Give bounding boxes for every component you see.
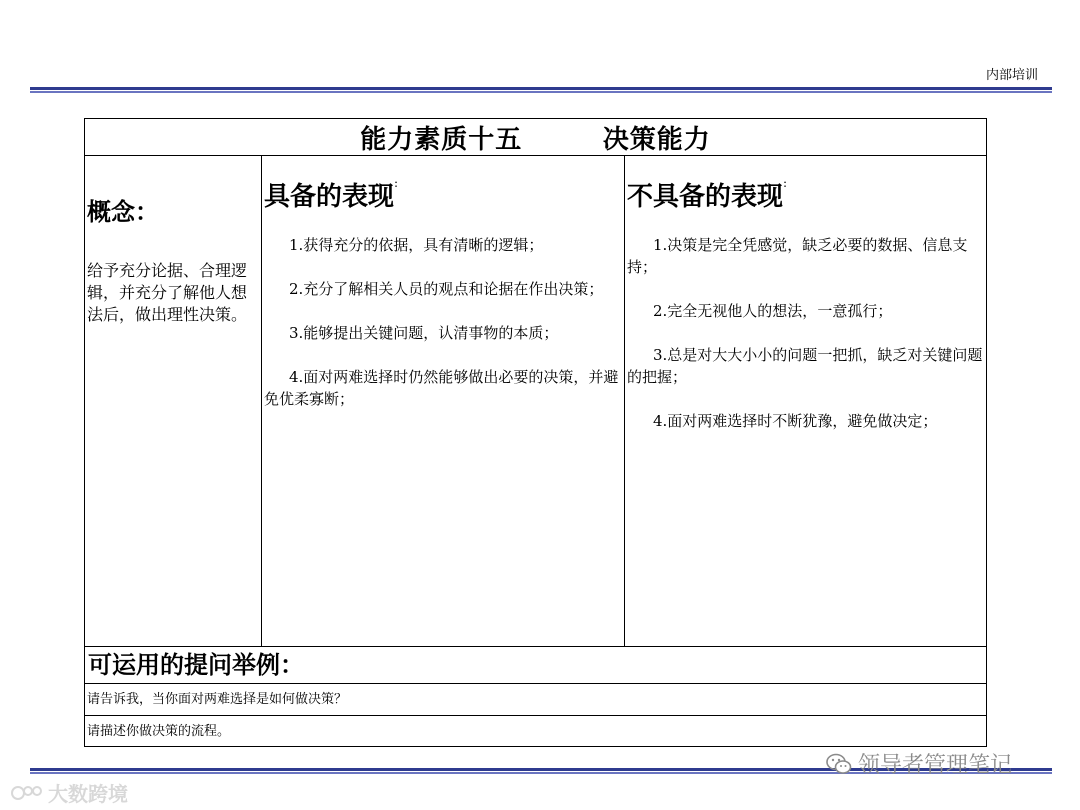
watermark-left-text: 大数跨境 (48, 782, 128, 806)
list-item: 3.能够提出关键问题，认清事物的本质； (289, 324, 559, 342)
wechat-icon (826, 753, 852, 775)
watermark-left (10, 778, 128, 807)
lacks-heading: 不具备的表现: (627, 176, 788, 212)
list-item: 4.面对两难选择时仍然能够做出必要的决策，并避免优柔寡断； (264, 368, 619, 408)
list-item: 2.充分了解相关人员的观点和论据在作出决策； (289, 280, 604, 298)
has-list (264, 234, 622, 432)
competency-card (84, 118, 987, 747)
concept-column (85, 156, 262, 646)
list-item: 4.面对两难选择时不断犹豫，避免做决定； (653, 412, 938, 430)
has-column (262, 156, 625, 646)
question-row: 请告诉我，当你面对两难选择是如何做决策？ (85, 684, 986, 716)
card-title-left: 能力素质十五 (360, 124, 523, 155)
card-title-right: 决策能力 (602, 124, 711, 155)
header-rule-thin (30, 91, 1052, 93)
list-item: 3.总是对大大小小的问题一把抓，缺乏对关键问题的把握； (627, 346, 983, 386)
list-item: 2.完全无视他人的想法，一意孤行； (653, 302, 893, 320)
watermark-right-text: 领导者管理笔记 (858, 753, 1013, 778)
question-row: 请描述你做决策的流程。 (87, 724, 231, 739)
lacks-list (627, 234, 984, 454)
lacks-column (625, 156, 986, 646)
list-item: 1.获得充分的依据，具有清晰的逻辑； (289, 236, 544, 254)
list-item: 1.决策是完全凭感觉，缺乏必要的数据、信息支持； (627, 236, 968, 276)
logo-icon (10, 782, 44, 804)
header-rule (30, 87, 1052, 90)
watermark-right (826, 748, 1012, 779)
questions-heading: 可运用的提问举例： (85, 646, 986, 684)
header-label: 内部培训 (985, 68, 1038, 83)
concept-heading: 概念： (87, 197, 159, 226)
concept-body: 给予充分论据、合理逻辑，并充分了解他人想法后，做出理性决策。 (87, 261, 248, 324)
has-heading: 具备的表现: (264, 176, 399, 212)
card-title (85, 119, 986, 156)
